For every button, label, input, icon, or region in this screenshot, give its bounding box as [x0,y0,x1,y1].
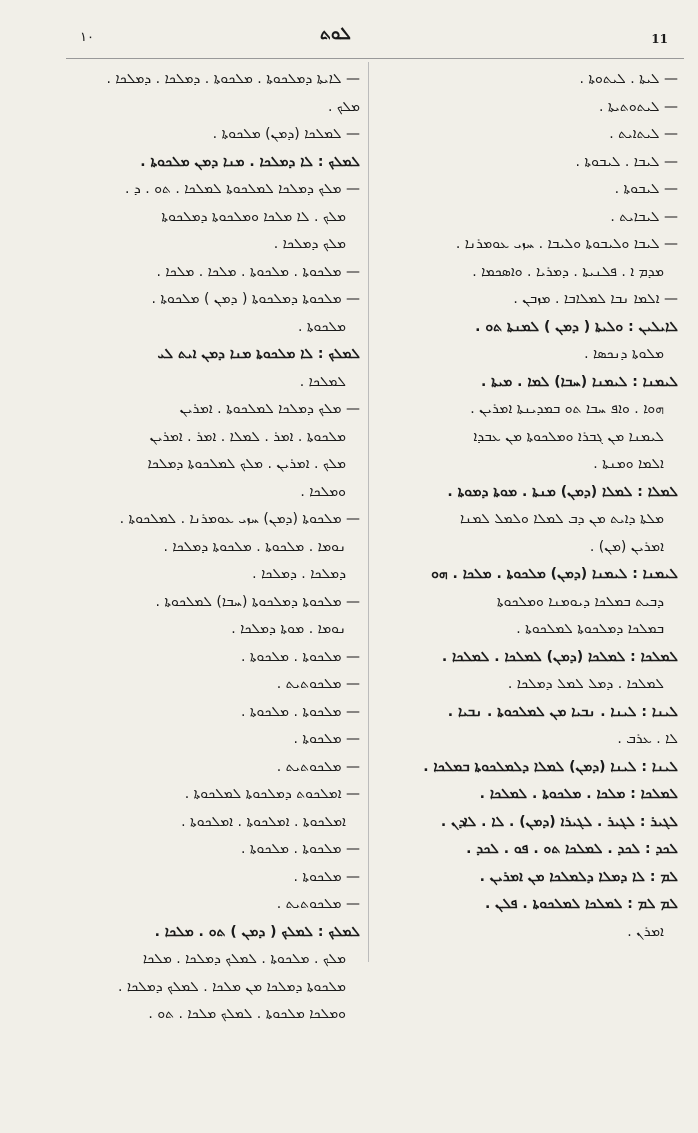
entry-headword-line: ܠܐܝܠܝܢ : ܘܠܝܬܐ ( ܕܡܢ ) ܠܡܢܬܐ ܬܘ . [475,318,678,335]
header-left-number: ١٠ [80,30,94,45]
entry-line: — ܠܝܒܐ ܘܠܝܒܘܬܐ ܘܠܝܒܐ . ܚܙܝ ܥܘܡܪܢܐ . [455,236,678,252]
entry-line: ܢܘܡܐ . ܡܘܬܐ ܕܡܠܟܐ . [231,621,346,637]
page-header [0,24,698,54]
entry-line: — ܡܠܟܘܬܝܬ . [276,758,360,775]
entry-line: ܕܡܠܟܐ . ܕܡܠܟܐ . [252,566,346,582]
entry-line: — ܡܠܟܘܬܝܬ . [276,676,360,692]
running-title: ܠܘܬ [320,24,351,44]
entry-line: — ܠܝܬܐ . ܠܝܬܘܬܐ . [579,71,678,87]
entry-line: — ܡܠܟܘܬܐ . ܡܠܟܘܬܐ . [240,841,360,857]
entry-line: ܠܐ . ܥܪܒ . [617,731,678,747]
entry-line: — ܐܡܠܟܘܬ ܕܡܠܟܘܬܐ ܠܡܠܟܘܬܐ . [184,786,360,802]
entry-line: — ܠܐܝܬܐ ܕܡܠܟܘܬܐ . ܡܠܟܘܬܐ . ܕܡܠܟܐ . ܕܡܠܟܐ . [106,71,360,87]
entry-line: ܠܝܡܢܐ ܡܢ ܓܒܪܐ ܘܡܠܟܘܬܐ ܡܢ ܥܒܕܐ [473,428,664,445]
entry-line: ܘܡܠܟܐ . [300,483,346,500]
entry-line: — ܡܠܟ ܕܡܠܟܐ ܠܡܠܟܘܬܐ . ܐܡܪܝܢ [179,401,360,417]
entry-line: — ܡܠܟܘܬܐ ܕܡܠܟܘܬܐ ( ܕܡܢ ) ܡܠܟܘܬܐ . [151,291,360,307]
entry-line: — ܡܠܟܘܬܝܬ . [276,896,360,912]
page-number: 11 [651,32,668,46]
entry-line: ܐܡܪܝܢ (ܡܢ) . [589,538,664,555]
entry-headword-line: ܠܡܠܟܐ : ܡܠܟܐ . ܡܠܟܘܬܐ . ܠܡܠܟܐ . [479,786,678,802]
entry-line: — ܡܠܟܘܬܐ . [293,731,360,747]
entry-line: ܠܡܠܟܐ . [299,373,346,390]
entry-line: ܘܡܠܟܐ ܡܠܟܘܬܐ . ܠܡܠܟ ܡܠܟܐ . ܬܘ . [148,1006,346,1022]
entry-line: ܡܠܟ ܕܡܠܟܐ . [273,236,346,252]
entry-line: — ܠܝܒܐ . ܠܝܒܘܬܐ . [575,153,678,170]
entry-line: — ܠܝܬܐܝܬ . [609,126,678,142]
entry-headword-line: ܠܡ ܠܡ : ܠܡܠܟܐ ܠܡܠܟܘܬܐ . ܦܠܢ . [484,896,678,912]
entry-line: — ܡܠܟܘܬܐ . ܡܠܟܘܬܐ . ܡܠܟܐ . ܡܠܟܐ . [156,263,360,280]
entry-line: ܡܠܟܘܬܐ ܕܡܠܟܐ ܡܢ ܡܠܟܐ . ܠܡܠܟ ܕܡܠܟܐ . [118,978,346,995]
entry-headword-line: ܠܓܝܪ : ܠܓܝܪ . ܠܓܝܪܐ (ܕܡܢ) . ܠܐ . ܠܐܕܢ . [440,813,678,830]
entry-line: ܠܡܠܟܐ . ܕܡܠ ܠܡܠ ܕܡܠܟܐ . [507,676,664,692]
entry-headword-line: ܠܡܠܟ : ܠܐ ܡܠܟܘܬܐ ܡܢܐ ܕܡܢ ܐܝܬ ܠܝ [157,346,360,362]
entry-headword-line: ܠܡܠܟܐ : ܠܡܠܟܐ (ܕܡܢ) ܠܡܠܟܐ . ܠܡܠܟܐ . [441,648,678,665]
entry-line: — ܠܡܠܟܐ (ܕܡܢ) ܡܠܟܘܬܐ . [212,126,360,142]
entry-line: ܡܠܟ . ܠܐ ܡܠܟܐ ܘܡܠܟܘܬܐ ܕܡܠܟܘܬܐ [161,208,346,225]
entry-headword-line: ܠܝܡܢܐ : ܠܝܡܢܐ (ܕܡܢ) ܡܠܟܘܬܐ . ܡܠܟܐ . ܗܘ [431,566,678,582]
entry-line: ܗܘܐ . ܘܐܦ ܚܒܐ ܬܘ ܒܡܕܝܢܬܐ ܐܡܪܝܢ . [470,401,664,417]
entry-line: ܕܒܝܬ ܒܡܠܟܐ ܕܝܘܡܢܐ ܘܡܠܟܘܬܐ [496,593,664,610]
entry-line: — ܡܠܟܘܬܐ . ܡܠܟܘܬܐ . [240,648,360,665]
left-column [66,66,360,1029]
entry-line: — ܐܠܡܐ ܢܒܐ ܠܡܠܐܒܐ . ܡܙܒܢ . [513,291,678,307]
entry-line: ܡܠܟ . [327,98,360,115]
right-column [378,66,678,946]
entry-headword-line: ܠܡ : ܠܐ ܕܡܠܐ ܕܠܡܠܟܐ ܡܢ ܐܡܪܝܢ . [479,868,678,885]
entry-headword-line: ܠܟܕ : ܠܟܕ . ܠܡܠܟܐ ܬܘ . ܦܘ . ܠܟܕ . [466,841,678,857]
entry-line: ܡܠܘܬܐ ܕܢܟܣܐ . [584,346,664,362]
entry-line: — ܡܠܟ ܕܡܠܟܐ ܠܡܠܟܘܬܐ ܠܡܠܟܐ . ܬܘ . ܕ . [125,181,360,197]
entry-line: — ܡܠܟܘܬܐ (ܕܡܢ) ܚܙܝ ܥܘܡܪܢܐ . ܠܡܠܟܘܬܐ . [119,511,360,527]
entry-line: ܡܠܬܐ ܕܐܝܬ ܡܢ ܕܒ ܠܡܠܐ ܘܠܡܠ ܠܡܢܐ [459,511,664,527]
entry-line: ܡܠܟ . ܐܡܪܝܢ . ܡܠܟ ܠܡܠܟܘܬܐ ܕܡܠܟܐ [147,456,346,472]
entry-line: ܡܠܟܘܬܐ . ܐܡܪ . ܠܡܠܐ . ܐܡܪ . ܐܡܪܝܢ [149,428,346,445]
entry-headword-line: ܠܡܠܟ : ܠܐ ܕܡܠܟܐ . ܡܢܐ ܕܡܢ ܡܠܟܘܬܐ . [140,153,360,170]
entry-headword-line: ܠܝܢܐ : ܠܝܢܐ (ܕܡܢ) ܠܡܠܐ ܕܠܡܠܟܘܬܐ ܒܡܠܟܐ . [423,758,678,775]
entry-headword-line: ܠܡܠܐ : ܠܡܠܐ (ܕܡܢ) ܡܢܬܐ . ܡܘܬܐ ܕܡܘܬܐ . [447,483,678,500]
entry-line: ܒܡܠܟܐ ܕܡܠܟܘܬܐ ܠܡܠܟܘܬܐ . [516,621,664,637]
entry-line: — ܠܝܒܐܝܬ . [610,208,678,225]
entry-line: — ܡܠܟܘܬܐ ܕܡܠܟܘܬܐ (ܚܒܐ) ܠܡܠܟܘܬܐ . [155,593,360,610]
entry-line: ܢܘܡܐ . ܡܠܟܘܬܐ . ܡܠܟܘܬܐ ܕܡܠܟܐ . [163,538,346,555]
entry-line: ܐܡܪܢ . [627,923,664,940]
entry-headword-line: ܠܝܢܐ : ܠܝܢܐ . ܢܒܝܐ ܡܢ ܠܡܠܟܘܬܐ . ܢܒܝܐ . [447,703,678,720]
entry-line: ܡܠܟ . ܡܠܟܘܬܐ . ܠܡܠܟ ܕܡܠܟܐ . ܡܠܟܐ [142,951,346,967]
header-rule [66,58,684,59]
entry-line: ܡܕܡ ܐ . ܦܠܢܝܬܐ . ܕܡܪܝܐ . ܘܐܣܟܡܐ . [472,263,664,280]
entry-line: ܡܠܟܘܬܐ . [297,318,346,335]
entry-headword-line: ܠܡܠܟ : ܠܡܠܟ ( ܕܡܢ ) ܬܘ . ܡܠܟܐ . [154,923,360,940]
entry-line: ܐܠܡܐ ܘܡܢܬܐ . [593,456,664,472]
entry-line: ܐܡܠܟܘܬܐ . ܐܡܠܟܘܬܐ . ܐܡܠܟܘܬܐ . [181,813,346,830]
entry-line: — ܡܠܟܘܬܐ . [293,868,360,885]
entry-line: — ܡܠܟܘܬܐ . ܡܠܟܘܬܐ . [240,703,360,720]
column-divider [368,62,369,962]
entry-line: — ܠܝܬܘܬܝܬܐ . [599,98,678,115]
entry-line: — ܠܝܒܘܬܐ . [614,181,678,197]
entry-headword-line: ܠܝܡܢܐ : ܠܝܡܢܐ (ܚܒܐ) ܠܡܐ . ܡܝܬܐ . [480,373,678,390]
